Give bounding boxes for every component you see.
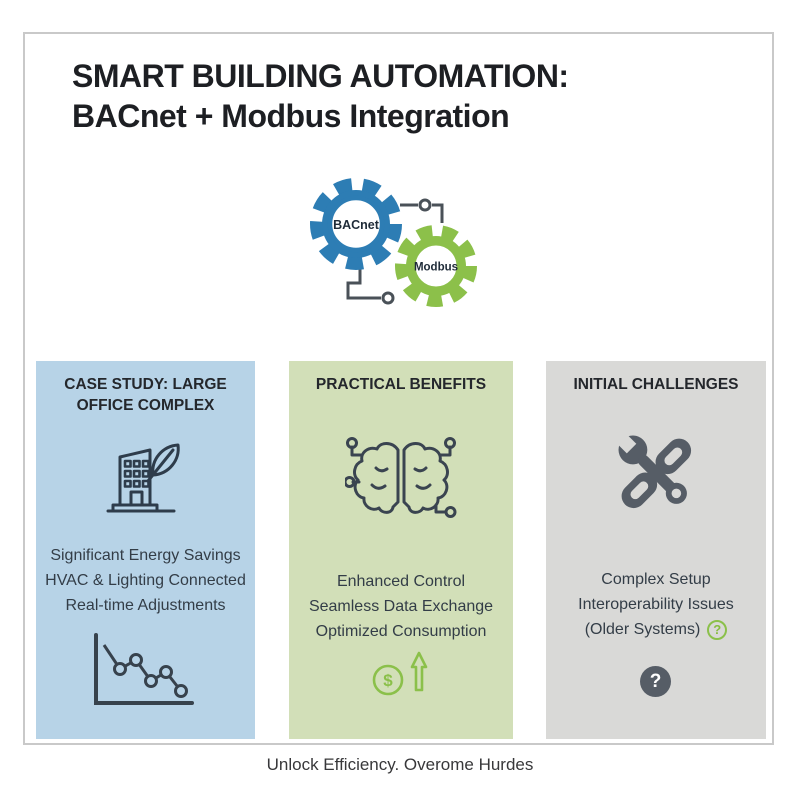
challenges-title: INITIAL CHALLENGES (573, 376, 739, 393)
bacnet-gear-label: BACnet (333, 218, 379, 232)
dollar-growth-icon (372, 648, 430, 698)
question-badge-icon: ? (707, 620, 727, 640)
list-item: Seamless Data Exchange (308, 598, 494, 615)
building-leaf-icon (100, 435, 192, 517)
list-item: Significant Energy Savings (50, 547, 241, 564)
list-item: HVAC & Lighting Connected (45, 572, 246, 589)
page-title-line2: BACnet + Modbus Integration (72, 98, 510, 134)
footer-tagline: Unlock Efficiency. Overome Hurdes (266, 755, 534, 774)
modbus-gear-label: Modbus (413, 261, 459, 274)
bacnet-gear-icon (317, 185, 395, 263)
wrench-chain-icon (608, 425, 704, 521)
dollar-sign-label: $ (383, 671, 393, 690)
case-study-panel (36, 361, 255, 739)
benefits-title: PRACTICAL BENEFITS (315, 376, 487, 393)
list-item: Real-time Adjustments (65, 597, 226, 614)
question-circle-icon: ? (640, 666, 671, 697)
list-item: Optimized Consumption (315, 623, 487, 640)
gears-integration-icon (300, 168, 500, 318)
modbus-gear-icon (402, 232, 471, 301)
page-title-line1: SMART BUILDING AUTOMATION: (72, 58, 569, 94)
challenges-panel (546, 361, 766, 739)
benefits-panel (289, 361, 513, 739)
list-item: (Older Systems) ? (546, 617, 766, 642)
list-item: Interoperability Issues (578, 596, 734, 613)
benefits-points (289, 569, 513, 644)
list-item: Enhanced Control (336, 573, 466, 590)
brain-circuit-icon (345, 436, 457, 520)
page-title (72, 56, 569, 136)
declining-line-chart-icon (86, 629, 198, 711)
poster-frame (23, 32, 774, 745)
challenges-points (546, 567, 766, 642)
list-item: Complex Setup (601, 571, 711, 588)
case-study-title: CASE STUDY: LARGE OFFICE COMPLEX (64, 376, 227, 414)
case-study-points (36, 543, 255, 618)
